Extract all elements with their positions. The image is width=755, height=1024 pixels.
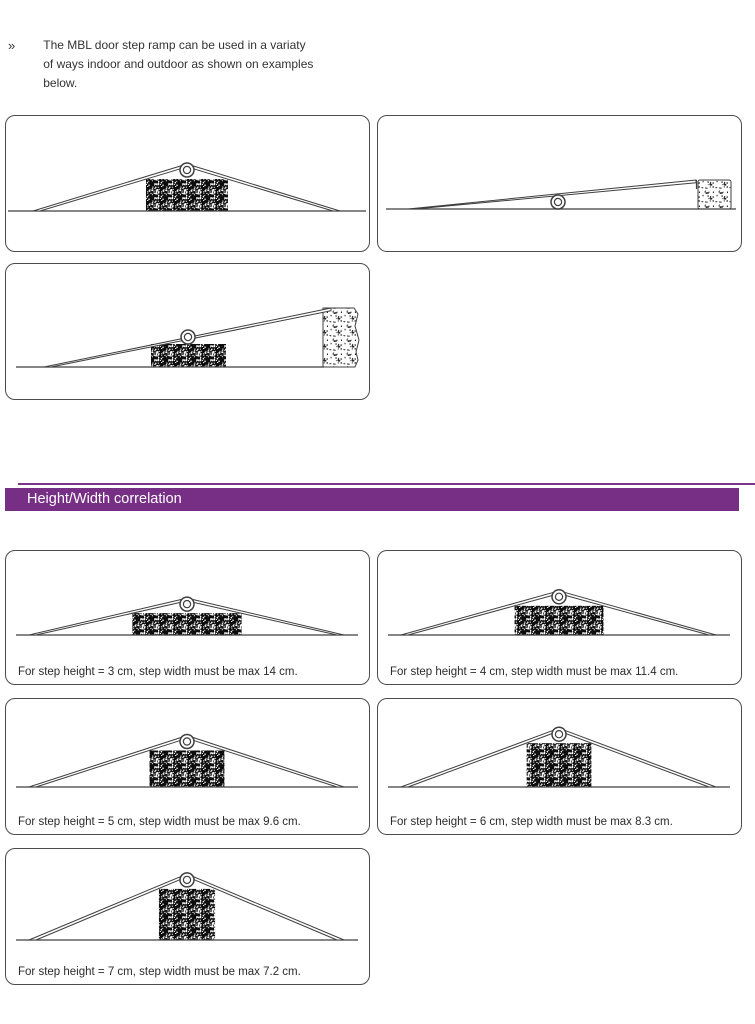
intro-line: of ways indoor and outdoor as shown on examples xyxy=(43,57,314,71)
usage-example-figure-indoor-step xyxy=(5,115,370,252)
usage-example-figure-raised-doorway xyxy=(5,263,370,400)
ramp-to-threshold-diagram xyxy=(378,116,740,250)
intro-text xyxy=(43,36,313,93)
list-bullet: » xyxy=(8,38,16,53)
section-title: Height/Width correlation xyxy=(27,491,182,507)
figure-caption: For step height = 7 cm, step width must be max 7.2 cm. xyxy=(18,966,301,978)
ramp-step-5cm-diagram xyxy=(6,699,368,803)
figure-caption: For step height = 4 cm, step width must be max 11.4 cm. xyxy=(390,666,679,678)
correlation-figure-6cm xyxy=(377,698,742,835)
figure-caption: For step height = 3 cm, step width must be max 14 cm. xyxy=(18,666,298,678)
figure-caption: For step height = 5 cm, step width must be max 9.6 cm. xyxy=(18,816,301,828)
correlation-figure-4cm xyxy=(377,550,742,685)
purple-hairline xyxy=(18,483,755,485)
section-header-bar xyxy=(5,488,739,511)
figure-caption: For step height = 6 cm, step width must be max 8.3 cm. xyxy=(390,816,673,828)
ramp-step-4cm-diagram xyxy=(378,551,740,651)
ramp-step-6cm-diagram xyxy=(378,699,740,803)
intro-line: The MBL door step ramp can be used in a variaty xyxy=(43,38,306,52)
correlation-figure-3cm xyxy=(5,550,370,685)
ramp-over-step-diagram xyxy=(6,116,368,250)
usage-example-figure-threshold xyxy=(377,115,742,252)
correlation-figure-7cm xyxy=(5,848,370,985)
intro-line: below. xyxy=(43,76,78,90)
ramp-step-7cm-diagram xyxy=(6,849,368,955)
correlation-figure-5cm xyxy=(5,698,370,835)
ramp-over-step-to-doorway-diagram xyxy=(6,264,368,398)
intro-note xyxy=(8,36,313,93)
ramp-step-3cm-diagram xyxy=(6,551,368,651)
